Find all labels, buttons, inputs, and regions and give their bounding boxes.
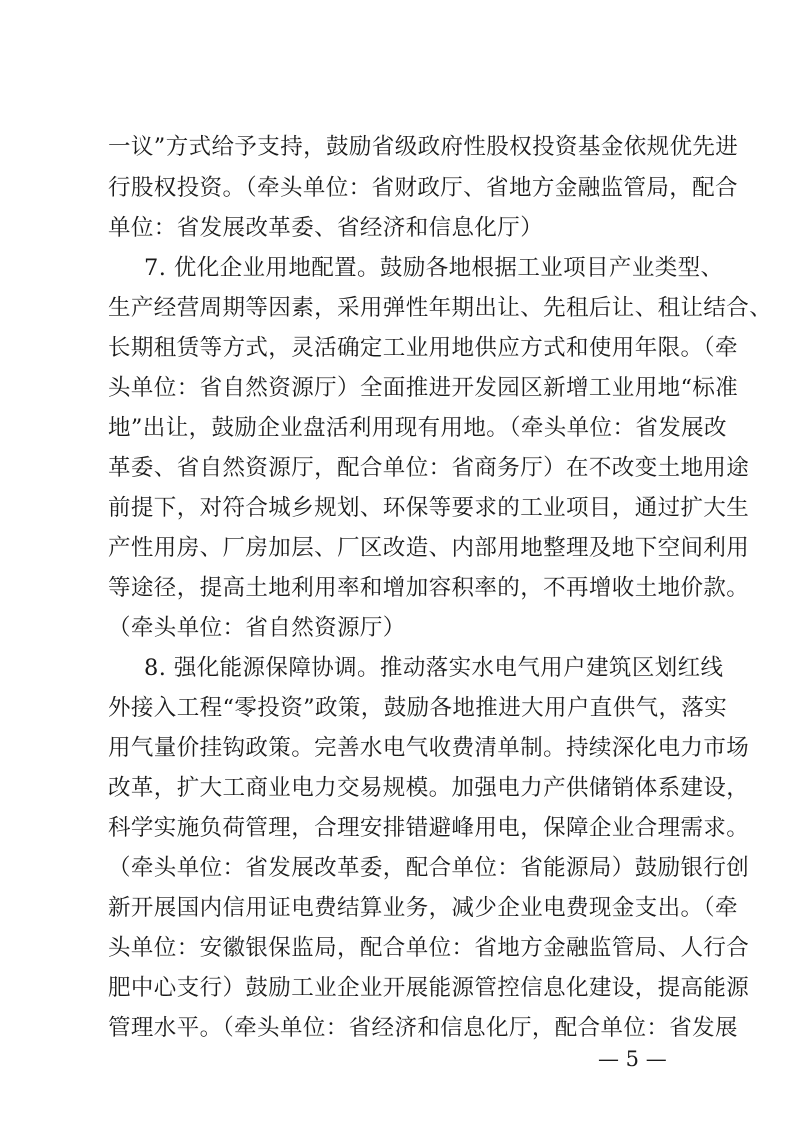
- text-line: 生产经营周期等因素，采用弹性年期出让、先租后让、租让结合、: [108, 295, 773, 321]
- text-line: 改革，扩大工商业电力交易规模。加强电力产供储销体系建设，: [108, 775, 750, 801]
- section-heading-line: 7. 优化企业用地配置。鼓励各地根据工业项目产业类型、: [144, 255, 724, 281]
- text-line: 一议”方式给予支持，鼓励省级政府性股权投资基金依规优先进: [108, 134, 739, 160]
- text-line: 外接入工程“零投资”政策，鼓励各地推进大用户直供气，落实: [108, 695, 728, 721]
- text-line: 头单位：安徽银保监局，配合单位：省地方金融监管局、人行合: [108, 935, 750, 961]
- text-line: 行股权投资。（牵头单位：省财政厅、省地方金融监管局，配合: [108, 175, 738, 201]
- text-line: 肥中心支行）鼓励工业企业开展能源管控信息化建设，提高能源: [108, 975, 750, 1001]
- text-line: 前提下，对符合城乡规划、环保等要求的工业项目，通过扩大生: [108, 495, 750, 521]
- text-line: （牵头单位：省自然资源厅）: [108, 615, 406, 641]
- text-line: 地”出让，鼓励企业盘活利用现有用地。（牵头单位：省发展改: [108, 415, 727, 441]
- text-line: 单位：省发展改革委、省经济和信息化厅）: [108, 215, 544, 241]
- text-line: （牵头单位：省发展改革委，配合单位：省能源局）鼓励银行创: [108, 855, 750, 881]
- text-line: 头单位：省自然资源厅）全面推进开发园区新增工业用地“标准: [108, 375, 739, 401]
- text-line: 革委、省自然资源厅，配合单位：省商务厅）在不改变土地用途: [108, 455, 750, 481]
- text-line: 科学实施负荷管理，合理安排错避峰用电，保障企业合理需求。: [108, 815, 750, 841]
- text-line: 用气量价挂钩政策。完善水电气收费清单制。持续深化电力市场: [108, 735, 750, 761]
- text-line: 等途径，提高土地利用率和增加容积率的，不再增收土地价款。: [108, 575, 750, 601]
- text-line: 新开展国内信用证电费结算业务，减少企业电费现金支出。（牵: [108, 895, 738, 921]
- text-line: 产性用房、厂房加层、厂区改造、内部用地整理及地下空间利用: [108, 535, 750, 561]
- page-number: — 5 —: [598, 1047, 667, 1071]
- text-line: 长期租赁等方式，灵活确定工业用地供应方式和使用年限。（牵: [108, 335, 738, 361]
- section-heading-line: 8. 强化能源保障协调。推动落实水电气用户建筑区划红线: [144, 655, 724, 681]
- text-line: 管理水平。（牵头单位：省经济和信息化厅，配合单位：省发展: [108, 1015, 738, 1041]
